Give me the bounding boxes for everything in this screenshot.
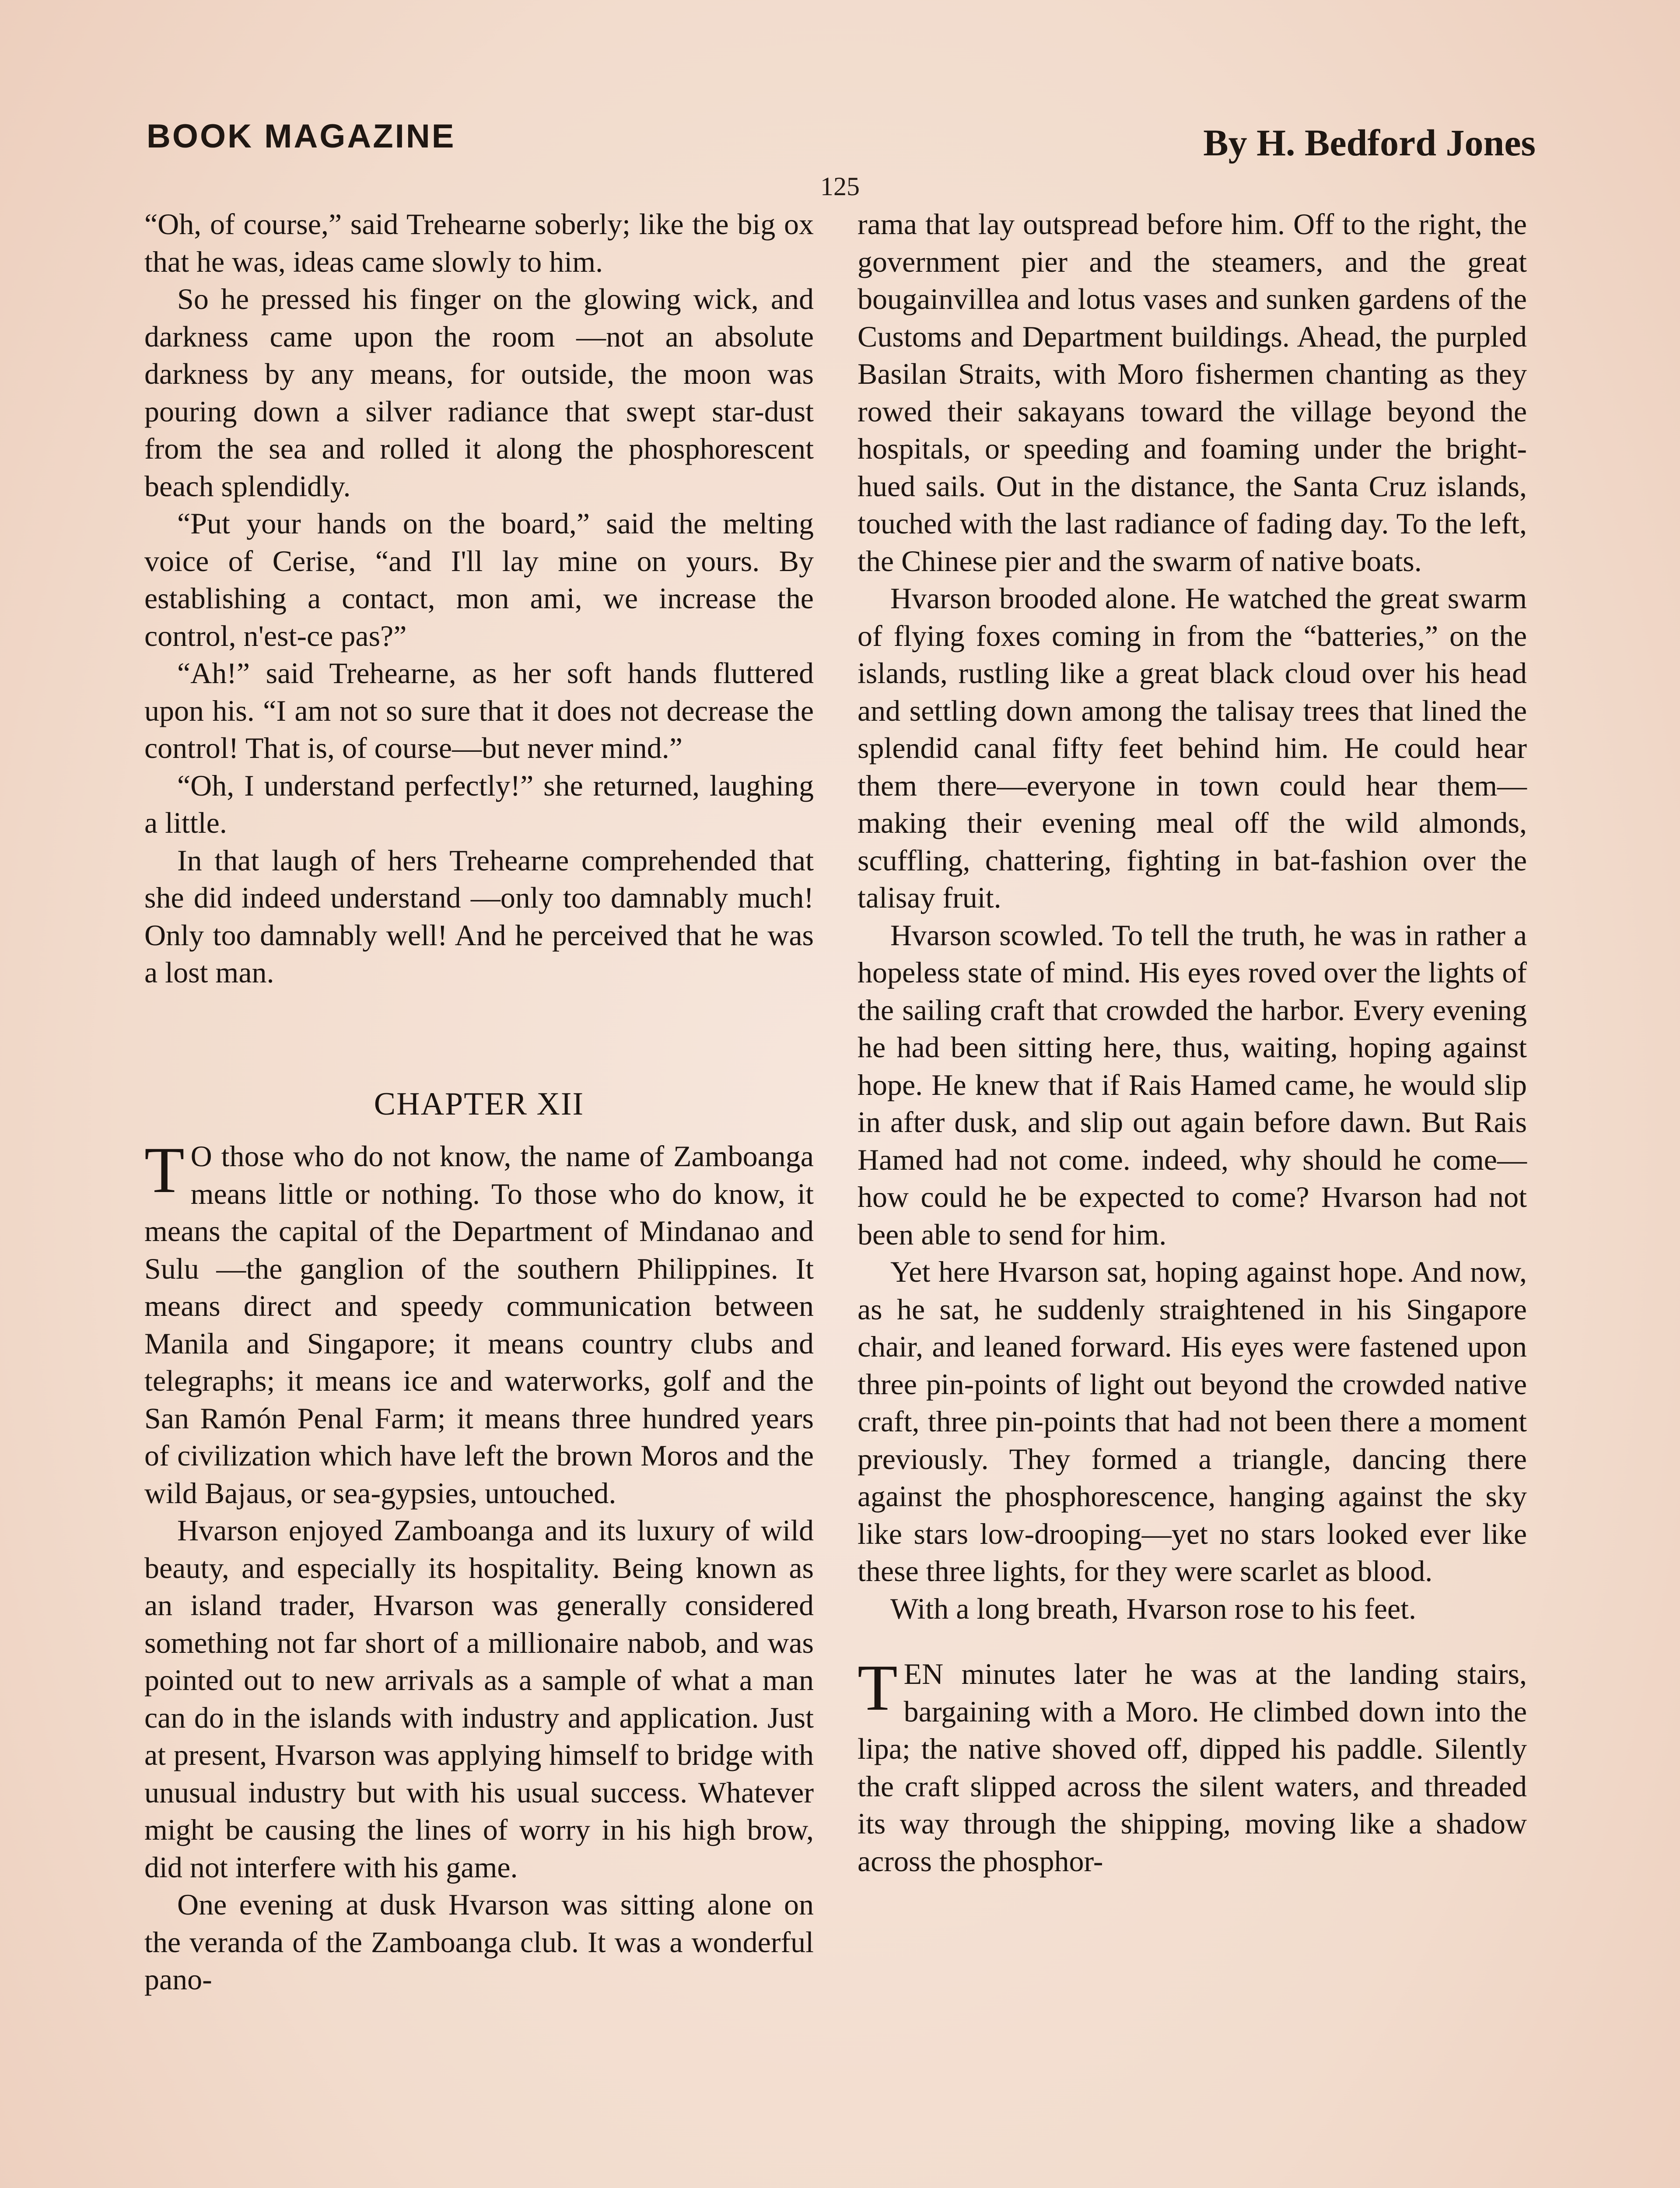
paragraph: So he pressed his finger on the glowing wick, and darkness came upon the room —not an absolute darkness by any means, for outside, the moon was pouring down a silver radiance that swept star-dust from the sea and rolled it along the phosphorescent beach splendidly. [144, 282, 814, 503]
left-column [144, 206, 814, 1999]
page-header [0, 117, 1680, 165]
paragraph: Hvarson scowled. To tell the truth, he was in rather a hopeless state of mind. His eyes roved over the lights of the sailing craft that crowded the harbor. Every evening he had been sitting here, thus, waiting, hoping against hope. He knew that if Rais Hamed came, he would slip in after dusk, and slip out again before dawn. But Rais Hamed had not come. indeed, why should he come—how could he be expected to come? Hvarson had not been able to send for him. [858, 918, 1527, 1251]
paragraph: rama that lay outspread before him. Off to the right, the government pier and the steamers, and the great bougainvillea and lotus vases and sunken gardens of the Customs and Department buildings. Ahead, the purpled Basilan Straits, with Moro fishermen chanting as they rowed their sakayans toward the village beyond the hospitals, or speeding and foaming under the bright-hued sails. Out in the distance, the Santa Cruz islands, touched with the last radiance of fading day. To the left, the Chinese pier and the swarm of native boats. [858, 207, 1527, 578]
right-column [858, 206, 1527, 1880]
drop-cap: T [858, 1652, 898, 1724]
magazine-title: BOOK MAGAZINE [147, 118, 456, 155]
chapter-heading: CHAPTER XII [374, 1086, 584, 1122]
paragraph: “Put your hands on the board,” said the melting voice of Cerise, “and I'll lay mine on yours. By establishing a contact, mon ami, we increase the control, n'est-ce pas?” [144, 507, 814, 652]
section-opening-paragraph [858, 1652, 1527, 1880]
page-number: 125 [820, 172, 860, 201]
author-byline: By H. Bedford Jones [1203, 122, 1536, 164]
paragraph: “Oh, I understand perfectly!” she returned, laughing a little. [144, 768, 814, 839]
drop-cap: T [144, 1134, 185, 1206]
paragraph: Yet here Hvarson sat, hoping against hope. And now, as he sat, he suddenly straightened in his Singapore chair, and leaned forward. His eyes were fastened upon three pin-points of light out beyond the crowded native craft, three pin-points that had not been there a moment previously. They formed a triangle, dancing there against the phosphorescence, hanging against the sky like stars low-drooping—yet no stars looked ever like these three lights, for they were scarlet as blood. [858, 1255, 1527, 1588]
paragraph: “Oh, of course,” said Trehearne soberly; like the big ox that he was, ideas came slowly to him. [144, 207, 814, 278]
paragraph: Hvarson enjoyed Zamboanga and its luxury of wild beauty, and especially its hospitality. Being known as an island trader, Hvarson was generally considered something not far short of a millionaire nabob, and was pointed out to new arrivals as a sample of what a man can do in the islands with industry and application. Just at present, Hvarson was applying himself to bridge with unusual industry but with his usual success. Whatever might be causing the lines of worry in his high brow, did not interfere with his game. [144, 1514, 814, 1884]
paragraph: With a long breath, Hvarson rose to his feet. [890, 1592, 1417, 1625]
paragraph: “Ah!” said Trehearne, as her soft hands fluttered upon his. “I am not so sure that it does not decrease the control! That is, of course—but never mind.” [144, 656, 814, 764]
section-break [858, 1627, 1527, 1655]
paragraph: Hvarson brooded alone. He watched the great swarm of flying foxes coming in from the “batteries,” on the islands, rustling like a great black cloud over his head and settling down among the talisay trees that lined the splendid canal fifty feet behind him. He could hear them there—everyone in town could hear them—making their evening meal off the wild almonds, scuffling, chattering, fighting in bat-fashion over the talisay fruit. [858, 582, 1527, 914]
chapter-opening-text: O those who do not know, the name of Zamboanga means little or nothing. To those who do know, it means the capital of the Department of Mindanao and Sulu —the ganglion of the southern Philippines. It means direct and speedy communication between Manila and Singapore; it means country clubs and telegraphs; it means ice and waterworks, golf and the San Ramón Penal Farm; it means three hundred years of civilization which have left the brown Moros and the wild Bajaus, or sea-gypsies, untouched. [144, 1140, 814, 1510]
section-opening-text: EN minutes later he was at the landing stairs, bargaining with a Moro. He climbed down into the lipa; the native shoved off, dipped his paddle. Silently the craft slipped across the silent waters, and threaded its way through the shipping, moving like a shadow across the phosphor- [858, 1657, 1527, 1878]
paragraph: One evening at dusk Hvarson was sitting alone on the veranda of the Zamboanga club. It was a wonderful pano- [144, 1888, 814, 1996]
paragraph: In that laugh of hers Trehearne comprehended that she did indeed understand —only too damnably much! Only too damnably well! And he perceived that he was a lost man. [144, 843, 814, 989]
chapter-opening-paragraph [144, 1134, 814, 1512]
